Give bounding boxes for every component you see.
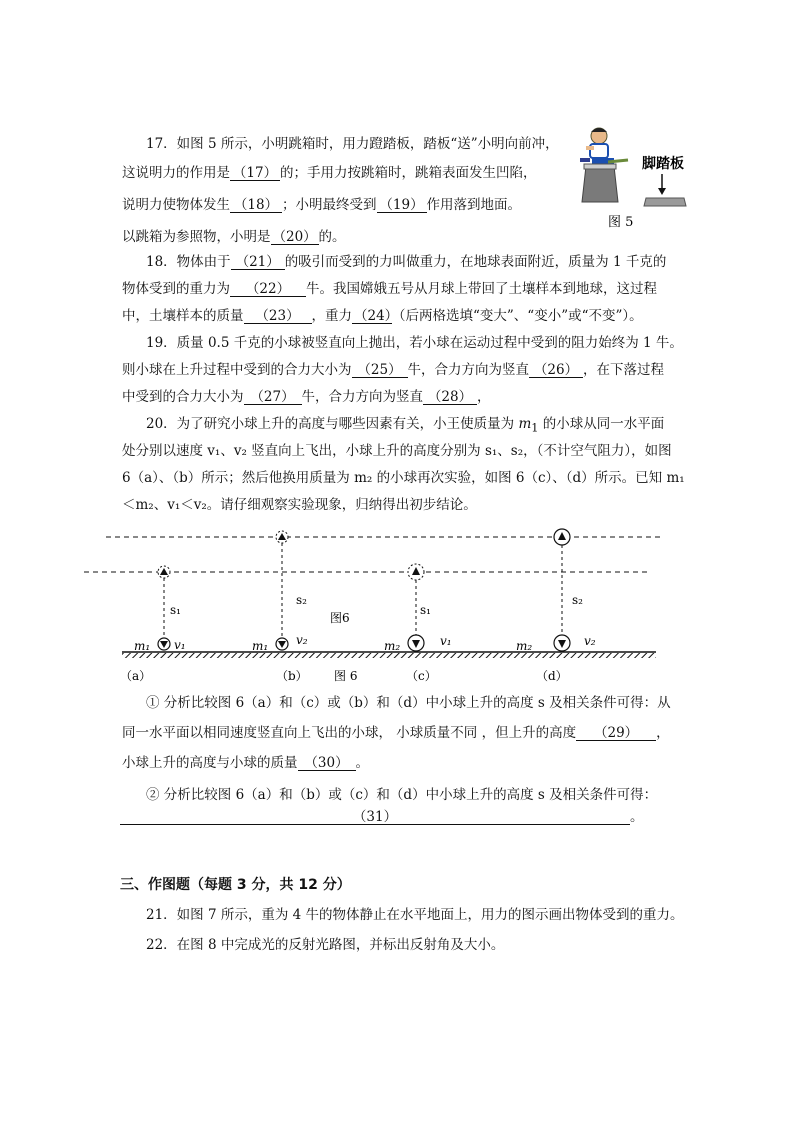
blank-31[interactable]: （31） [120, 810, 630, 825]
q17-text: 的；手用力按跳箱时，跳箱表面发生凹陷， [280, 165, 537, 181]
analysis-text: 同一水平面以相同速度竖直向上飞出的小球， 小球质量不同 ，但上升的高度 [122, 725, 577, 741]
analysis-text: 。 [630, 809, 644, 825]
height-a: s₁ [170, 603, 181, 617]
q19-text: 牛，合力方向为竖直 [301, 389, 423, 405]
blank-22[interactable]: （22） [230, 282, 306, 297]
height-b: s₂ [296, 593, 307, 607]
blank-29[interactable]: （29） [576, 726, 656, 741]
q19-line1: 19．质量 0.5 千克的小球被竖直向上抛出，若小球在运动过程中受到的阻力始终为 1 牛。 [146, 335, 683, 351]
q17-line3 [122, 196, 521, 214]
blank-24[interactable]: （24） [354, 308, 399, 324]
q17-text: 这说明力的作用是 [122, 165, 230, 181]
q17-text: 作用落到地面。 [426, 197, 521, 213]
speed-c: v₁ [440, 634, 452, 648]
q18-line3 [122, 307, 643, 325]
mass-c: m₂ [384, 639, 401, 653]
q17-text: 以跳箱为参照物，小明是 [122, 229, 271, 245]
tag-d: （d） [536, 669, 568, 683]
q18-text: （后两格选填“变大”、“变小”或“不变”）。 [392, 308, 643, 324]
q18-text: 物体受到的重力为 [122, 281, 230, 297]
q20-text: 的小球从同一水平面 [538, 416, 665, 432]
q20-line2: 处分别以速度 v₁、v₂ 竖直向上飞出，小球上升的高度分别为 s₁、s₂，（不计空气阻力），如图 [122, 443, 672, 459]
blank-21[interactable]: （21） [231, 255, 285, 270]
q17-text: ；小明最终受到 [282, 197, 377, 213]
person-leg [580, 158, 590, 162]
q18-text: 中，土壤样本的质量 [122, 308, 244, 324]
blank-19[interactable]: （19） [377, 198, 427, 213]
q18-line1 [146, 253, 666, 271]
speed-a: v₁ [174, 638, 186, 652]
figure-5-label: 图 5 [608, 215, 634, 230]
blank-18[interactable]: （18） [230, 198, 282, 213]
pedal-label: 脚踏板 [642, 156, 684, 172]
blank-20[interactable]: （20） [272, 229, 317, 245]
tag-a: （a） [120, 669, 152, 683]
blank-30[interactable]: （30） [298, 756, 356, 771]
analysis-text: ， [656, 725, 670, 741]
analysis-p2-line2 [120, 808, 644, 826]
mass-d: m₂ [516, 639, 533, 653]
q20-mass-symbol: m [518, 416, 532, 432]
analysis-text: 小球上升的高度与小球的质量 [122, 755, 298, 771]
tag-c: （c） [406, 669, 437, 683]
q21-text: 21．如图 7 所示，重为 4 牛的物体静止在水平地面上，用力的图示画出物体受到的重力。 [146, 907, 684, 923]
q19-text: 牛，合力方向为竖直 [407, 362, 529, 378]
q18-line2 [122, 280, 657, 298]
vault-top [584, 164, 616, 169]
analysis-p1-line2 [122, 724, 670, 742]
figure-6-label-top: 图6 [330, 611, 350, 625]
analysis-p2-line1: ② 分析比较图 6（a）和（b）或（c）和（d）中小球上升的高度 s 及相关条件可得： [146, 787, 658, 803]
q17-line1: 17．如图 5 所示，小明跳箱时，用力蹬踏板，踏板“送”小明向前冲， [146, 136, 559, 152]
q20-line3: 6（a）、（b）所示；然后他换用质量为 m₂ 的小球再次实验，如图 6（c）、（d）所示。已知 m₁ [122, 470, 685, 486]
speed-b: v₂ [296, 633, 308, 647]
q19-line3 [122, 388, 491, 406]
panel-c [384, 564, 452, 653]
q22-text: 22．在图 8 中完成光的反射光路图，并标出反射角及大小。 [146, 937, 505, 953]
q17-text: 的。 [318, 229, 346, 245]
blank-28[interactable]: （28） [423, 390, 477, 405]
figure-6 [80, 526, 680, 690]
q20-line4: ＜m₂、v₁＜v₂。请仔细观察实验现象，归纳得出初步结论。 [122, 497, 477, 513]
q19-text: 中受到的合力大小为 [122, 389, 244, 405]
speed-d: v₂ [584, 634, 596, 648]
tag-b: （b） [276, 669, 308, 683]
q17-line4 [122, 228, 346, 246]
q20-mass-subscript: 1 [531, 421, 539, 435]
q19-text: 则小球在上升过程中受到的合力大小为 [122, 362, 352, 378]
q18-text: 18．物体由于 [146, 254, 231, 270]
analysis-p1-line3 [122, 754, 369, 772]
ground-hatch [122, 653, 656, 658]
vault-box [582, 166, 618, 202]
blank-23[interactable]: （23） [244, 309, 312, 324]
pedal-arrow-head [658, 188, 666, 195]
person-arm [586, 146, 594, 150]
q18-text: 的吸引而受到的力叫做重力，在地球表面附近，质量为 1 千克的 [284, 254, 667, 270]
q17-line2 [122, 164, 537, 182]
panel-a [134, 566, 186, 653]
height-c: s₁ [420, 603, 431, 617]
pedal-plate [608, 160, 628, 162]
blank-25[interactable]: （25） [352, 363, 408, 378]
figure-5 [568, 124, 690, 236]
section-3-heading: 三、作图题（每题 3 分，共 12 分） [120, 877, 351, 893]
panel-d [516, 529, 596, 653]
blank-17[interactable]: （17） [230, 166, 280, 181]
q19-text: ，在下落过程 [583, 362, 664, 378]
panel-b [252, 531, 308, 653]
analysis-text: 。 [355, 755, 369, 771]
q18-text: 牛。我国嫦娥五号从月球上带回了土壤样本到地球，这过程 [306, 281, 657, 297]
height-d: s₂ [572, 593, 583, 607]
blank-27[interactable]: （27） [244, 390, 302, 405]
q18-text: ，重力 [311, 308, 352, 324]
mass-a: m₁ [134, 639, 151, 653]
mass-b: m₁ [252, 639, 269, 653]
q19-text: ， [477, 389, 491, 405]
figure-6-label-bottom: 图 6 [334, 669, 358, 683]
person-hair [591, 128, 607, 132]
blank-26[interactable]: （26） [529, 363, 583, 378]
analysis-p1-line1: ① 分析比较图 6（a）和（c）或（b）和（d）中小球上升的高度 s 及相关条件可得：从 [146, 695, 671, 711]
q19-line2 [122, 361, 664, 379]
q17-text: 说明力使物体发生 [122, 197, 230, 213]
q20-text: 20．为了研究小球上升的高度与哪些因素有关，小王使质量为 [146, 416, 519, 432]
pedal-board [644, 198, 686, 206]
q20-line1 [146, 415, 664, 438]
